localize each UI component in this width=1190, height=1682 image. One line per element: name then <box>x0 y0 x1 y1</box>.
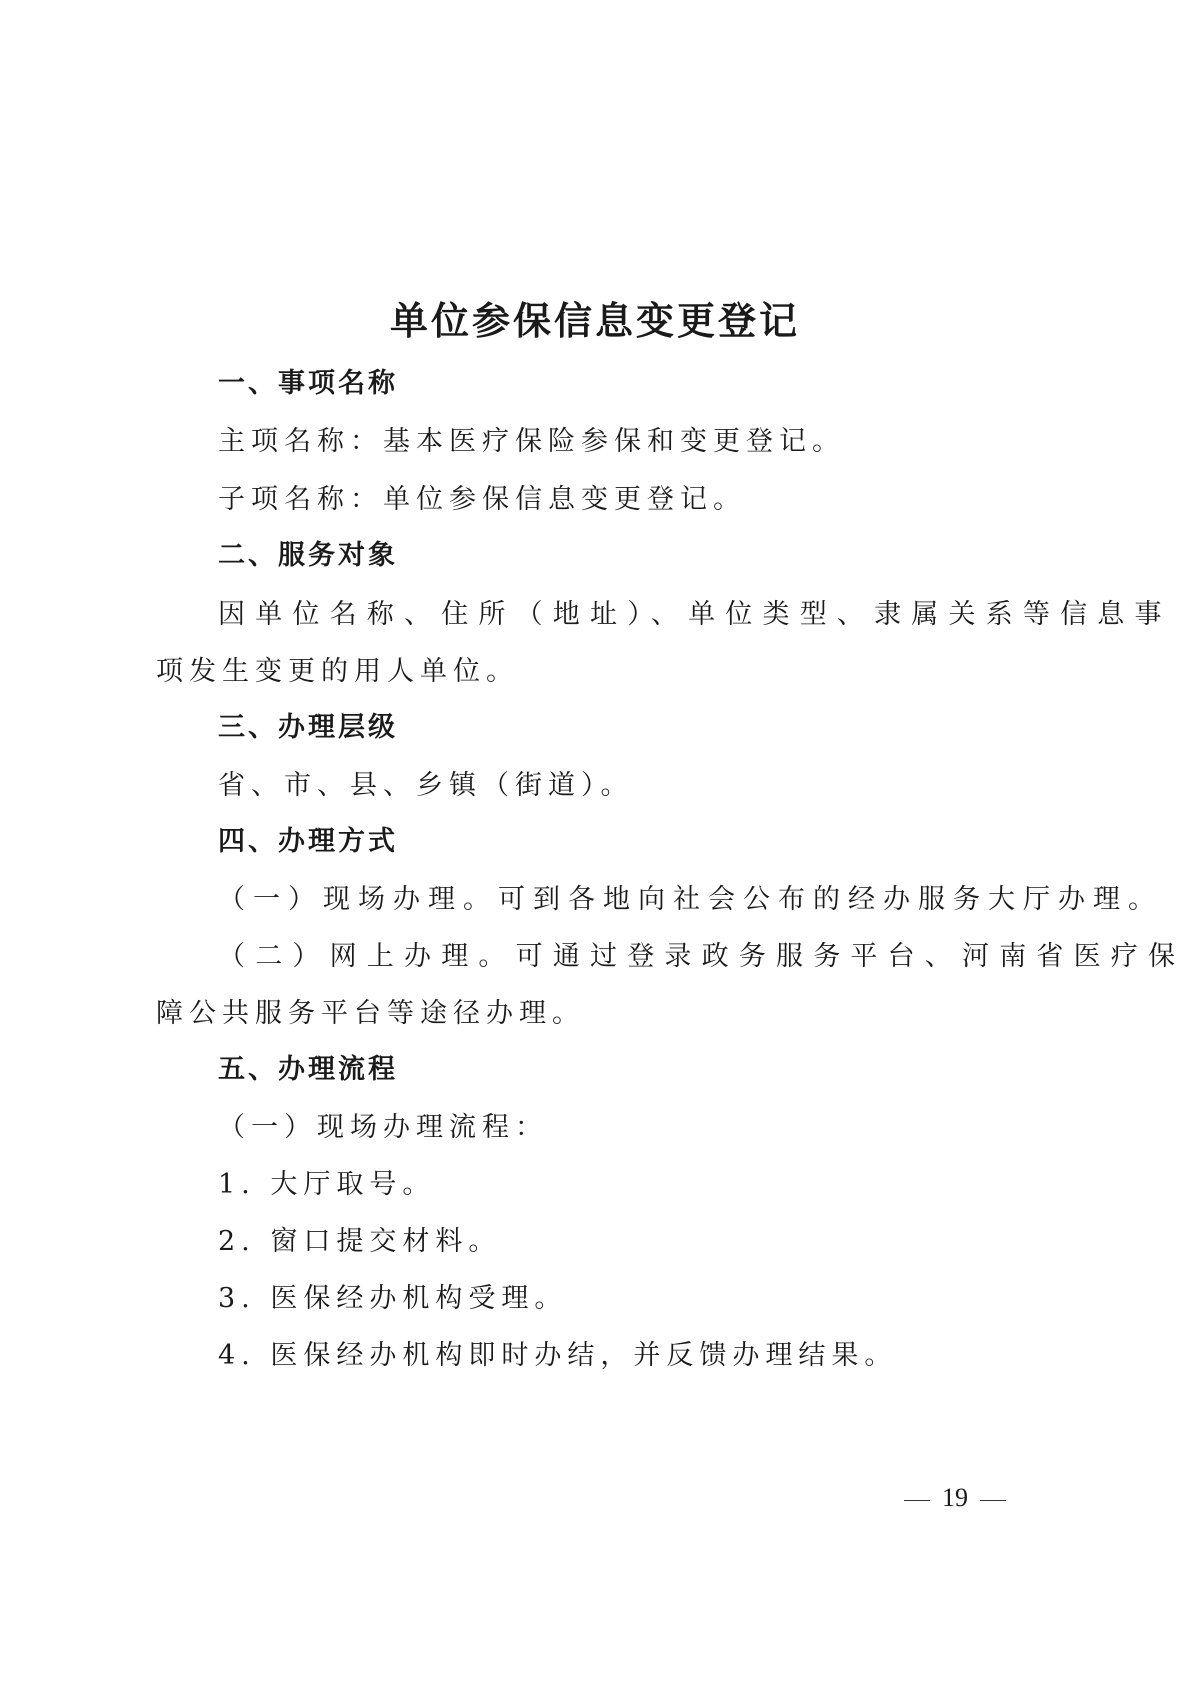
service-target-paragraph-line-2: 项发生变更的用人单位。 <box>156 656 519 687</box>
process-step-4: 4. 医保经办机构即时办结，并反馈办理结果。 <box>218 1340 898 1371</box>
process-step-3: 3. 医保经办机构受理。 <box>218 1283 568 1314</box>
handling-level-paragraph: 省、市、县、乡镇（街道）。 <box>218 770 634 801</box>
online-handling-paragraph-line-1: （二）网上办理。可通过登录政务服务平台、河南省医疗保 <box>218 941 1186 972</box>
section-heading-handling-process: 五、办理流程 <box>218 1054 398 1085</box>
onsite-handling-paragraph: （一）现场办理。可到各地向社会公布的经办服务大厅办理。 <box>218 884 1163 915</box>
onsite-process-subheading: （一）现场办理流程： <box>218 1112 548 1143</box>
process-step-2: 2. 窗口提交材料。 <box>218 1226 502 1257</box>
page-number-dash-left <box>904 1500 930 1501</box>
sub-item-name-paragraph: 子项名称：单位参保信息变更登记。 <box>218 484 746 515</box>
page-title: 单位参保信息变更登记 <box>389 299 800 343</box>
section-heading-handling-level: 三、办理层级 <box>218 712 398 743</box>
section-heading-handling-method: 四、办理方式 <box>218 826 398 857</box>
online-handling-paragraph-line-2: 障公共服务平台等途径办理。 <box>156 998 585 1029</box>
main-item-name-paragraph: 主项名称：基本医疗保险参保和变更登记。 <box>218 426 845 457</box>
page-number-dash-right <box>980 1500 1006 1501</box>
process-step-1: 1. 大厅取号。 <box>218 1169 436 1200</box>
page-number <box>880 1478 1030 1518</box>
section-heading-item-name: 一、事项名称 <box>218 368 398 399</box>
section-heading-service-target: 二、服务对象 <box>218 540 398 571</box>
page-number-value: 19 <box>942 1483 968 1512</box>
service-target-paragraph-line-1: 因单位名称、住所（地址）、单位类型、隶属关系等信息事 <box>218 599 1172 630</box>
